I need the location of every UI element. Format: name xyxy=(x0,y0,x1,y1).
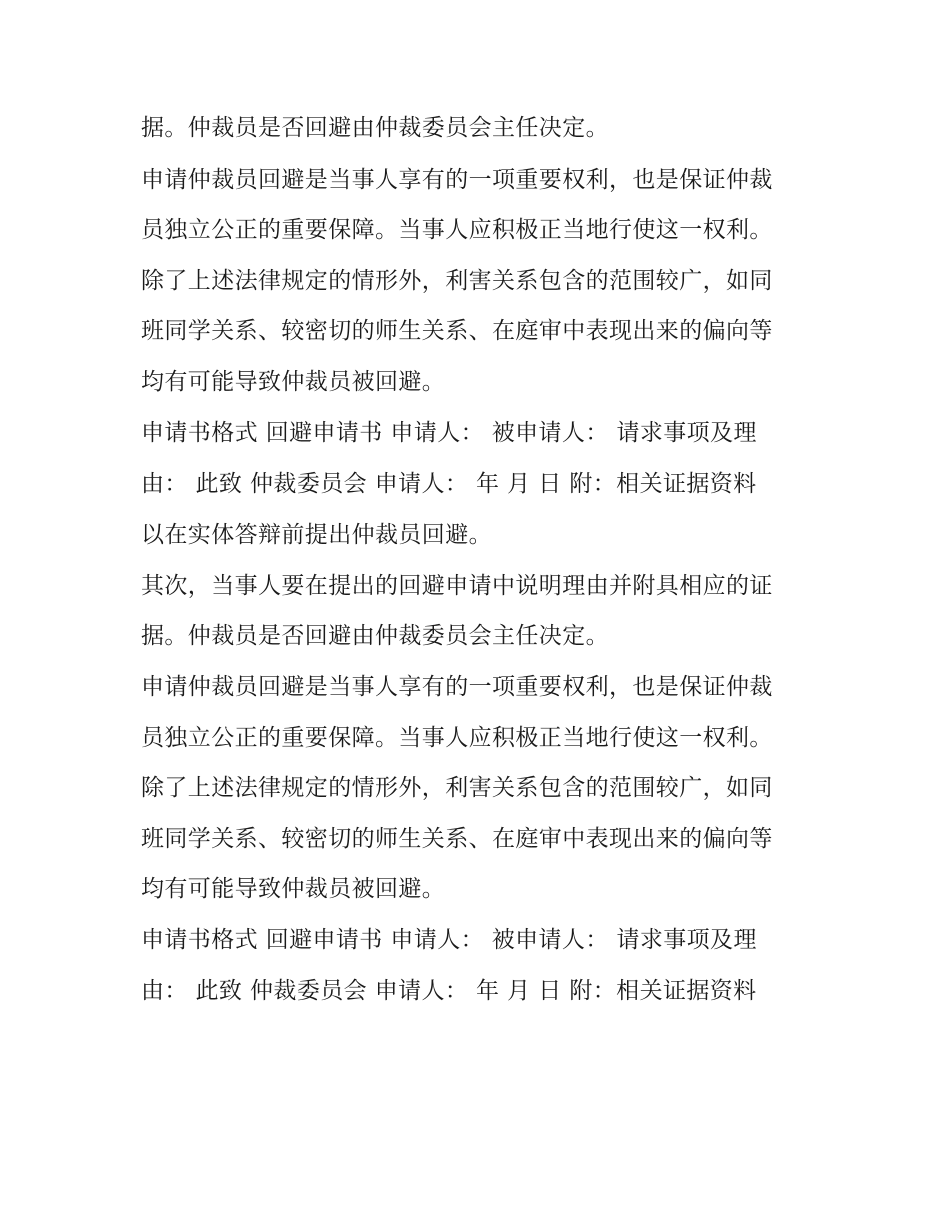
text-line: 均有可能导致仲裁员被回避。 xyxy=(141,876,446,902)
text-line: 据。仲裁员是否回避由仲裁委员会主任决定。 xyxy=(141,623,609,649)
text-line: 由： 此致 仲裁委员会 申请人： 年 月 日 附：相关证据资料 xyxy=(141,471,757,497)
text-line: 班同学关系、较密切的师生关系、在庭审中表现出来的偏向等 xyxy=(141,826,773,852)
text-line: 申请仲裁员回避是当事人享有的一项重要权利，也是保证仲裁 xyxy=(141,167,773,193)
text-line: 以在实体答辩前提出仲裁员回避。 xyxy=(141,522,492,548)
text-line: 其次，当事人要在提出的回避申请中说明理由并附具相应的证 xyxy=(141,573,773,599)
text-line: 均有可能导致仲裁员被回避。 xyxy=(141,369,446,395)
text-line: 除了上述法律规定的情形外，利害关系包含的范围较广，如同 xyxy=(141,268,773,294)
text-line: 除了上述法律规定的情形外，利害关系包含的范围较广，如同 xyxy=(141,775,773,801)
text-line: 据。仲裁员是否回避由仲裁委员会主任决定。 xyxy=(141,115,609,141)
text-line: 班同学关系、较密切的师生关系、在庭审中表现出来的偏向等 xyxy=(141,318,773,344)
text-line: 申请仲裁员回避是当事人享有的一项重要权利，也是保证仲裁 xyxy=(141,674,773,700)
text-line: 由： 此致 仲裁委员会 申请人： 年 月 日 附：相关证据资料 xyxy=(141,978,757,1004)
text-line: 员独立公正的重要保障。当事人应积极正当地行使这一权利。 xyxy=(141,217,773,243)
text-line: 申请书格式 回避申请书 申请人： 被申请人： 请求事项及理 xyxy=(141,927,757,953)
text-line: 员独立公正的重要保障。当事人应积极正当地行使这一权利。 xyxy=(141,725,773,751)
text-line: 申请书格式 回避申请书 申请人： 被申请人： 请求事项及理 xyxy=(141,420,757,446)
